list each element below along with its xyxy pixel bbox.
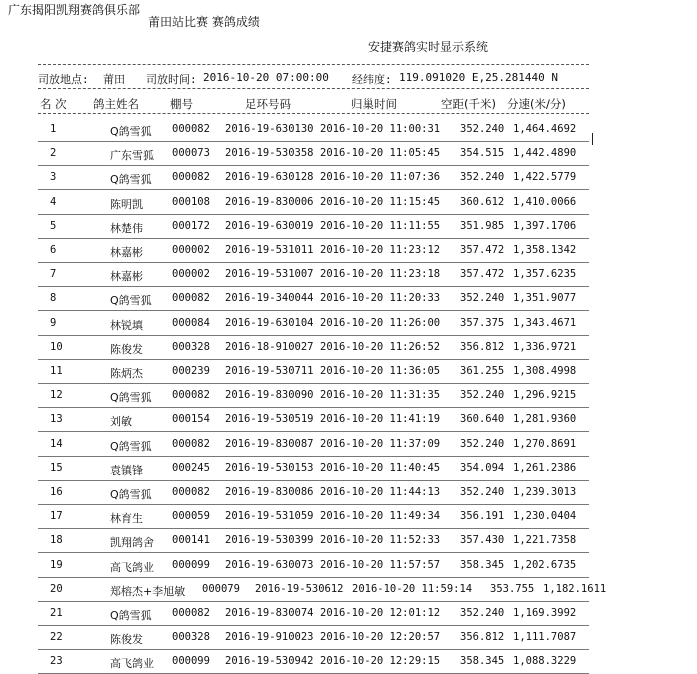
speed-cell: 1,281.9360	[513, 413, 577, 426]
col-header-distance: 空距(千米)	[441, 97, 496, 111]
return-time-cell: 2016-10-20 11:44:13	[320, 486, 441, 498]
divider-info	[38, 88, 589, 89]
shed-cell: 000328	[172, 631, 210, 644]
return-time-cell: 2016-10-20 11:23:12	[320, 244, 441, 256]
ring-cell: 2016-19-530711	[225, 365, 314, 377]
rank-cell: 12	[50, 389, 63, 402]
shed-cell: 000082	[172, 123, 210, 135]
rank-cell: 8	[50, 292, 57, 305]
race-title: 莆田站比赛 赛鸽成绩	[148, 15, 260, 29]
owner-cell: 广东雪狐	[110, 149, 154, 163]
row-divider	[38, 431, 589, 432]
owner-cell: 林锐填	[110, 318, 143, 332]
return-time-cell: 2016-10-20 12:01:12	[320, 607, 441, 619]
row-divider	[38, 262, 589, 263]
rank-cell: 17	[50, 510, 63, 523]
return-time-cell: 2016-10-20 12:29:15	[320, 655, 441, 668]
shed-cell: 000002	[172, 268, 210, 281]
owner-cell: Q鸽雪狐	[110, 125, 152, 138]
owner-cell: Q鸽雪狐	[110, 391, 152, 405]
location-label: 司放地点:	[38, 73, 89, 86]
ring-cell: 2016-19-630104	[225, 316, 314, 329]
ring-cell: 2016-19-530942	[225, 655, 314, 668]
return-time-cell: 2016-10-20 11:20:33	[320, 292, 441, 305]
ring-cell: 2016-19-530399	[225, 534, 314, 547]
rank-cell: 9	[50, 316, 57, 329]
distance-cell: 356.812	[460, 340, 505, 353]
distance-cell: 353.755	[490, 582, 535, 595]
rank-cell: 16	[50, 486, 63, 498]
owner-cell: 林嘉彬	[110, 246, 143, 259]
distance-cell: 354.094	[460, 461, 505, 474]
rank-cell: 1	[50, 123, 57, 135]
ring-cell: 2016-19-630073	[225, 558, 314, 571]
rank-cell: 18	[50, 534, 63, 547]
return-time-cell: 2016-10-20 11:52:33	[320, 534, 441, 547]
distance-cell: 360.612	[460, 195, 505, 208]
return-time-cell: 2016-10-20 11:49:34	[320, 510, 441, 523]
ring-cell: 2016-18-910027	[225, 340, 314, 353]
shed-cell: 000154	[172, 413, 210, 426]
owner-cell: 陈明凯	[110, 197, 143, 211]
rank-cell: 11	[50, 365, 63, 377]
ring-cell: 2016-19-530153	[225, 461, 314, 474]
ring-cell: 2016-19-340044	[225, 292, 314, 305]
shed-cell: 000073	[172, 147, 210, 160]
return-time-cell: 2016-10-20 11:40:45	[320, 461, 441, 474]
owner-cell: 高飞鸽业	[110, 657, 154, 671]
return-time-cell: 2016-10-20 11:15:45	[320, 195, 441, 208]
speed-cell: 1,343.4671	[513, 316, 577, 329]
club-name: 广东揭阳凯翔赛鸽俱乐部	[8, 3, 141, 17]
row-divider	[38, 383, 589, 384]
divider-top	[38, 64, 589, 65]
speed-cell: 1,202.6735	[513, 558, 577, 571]
rank-cell: 7	[50, 268, 57, 281]
speed-cell: 1,358.1342	[513, 244, 577, 256]
speed-cell: 1,397.1706	[513, 219, 577, 232]
owner-cell: 陈炳杰	[110, 367, 143, 380]
row-divider	[38, 528, 589, 529]
distance-cell: 352.240	[460, 389, 505, 402]
system-name: 安捷赛鸽实时显示系统	[368, 40, 489, 54]
shed-cell: 000328	[172, 340, 210, 353]
speed-cell: 1,464.4692	[513, 123, 577, 135]
distance-cell: 358.345	[460, 655, 505, 668]
rank-cell: 19	[50, 558, 63, 571]
shed-cell: 000059	[172, 510, 210, 523]
ring-cell: 2016-19-830086	[225, 486, 314, 498]
rank-cell: 2	[50, 147, 57, 160]
release-time-value: 2016-10-20 07:00:00	[203, 71, 329, 84]
shed-cell: 000239	[172, 365, 210, 377]
speed-cell: 1,221.7358	[513, 534, 577, 547]
speed-cell: 1,296.9215	[513, 389, 577, 402]
return-time-cell: 2016-10-20 11:36:05	[320, 365, 441, 377]
speed-cell: 1,442.4890	[513, 147, 577, 160]
return-time-cell: 2016-10-20 11:26:00	[320, 316, 441, 329]
distance-cell: 358.345	[460, 558, 505, 571]
row-divider	[38, 141, 589, 142]
ring-cell: 2016-19-910023	[225, 631, 314, 644]
shed-cell: 000082	[172, 389, 210, 402]
speed-cell: 1,111.7087	[513, 631, 577, 644]
row-divider	[38, 238, 589, 239]
distance-cell: 352.240	[460, 171, 505, 184]
divider-header	[38, 113, 589, 114]
return-time-cell: 2016-10-20 11:07:36	[320, 171, 441, 184]
shed-cell: 000079	[202, 582, 240, 595]
return-time-cell: 2016-10-20 11:26:52	[320, 340, 441, 353]
speed-cell: 1,088.3229	[513, 655, 577, 668]
return-time-cell: 2016-10-20 11:00:31	[320, 123, 441, 135]
shed-cell: 000108	[172, 195, 210, 208]
col-header-shed: 棚号	[170, 97, 193, 111]
owner-cell: 林嘉彬	[110, 270, 143, 284]
shed-cell: 000245	[172, 461, 210, 474]
distance-cell: 352.240	[460, 486, 505, 498]
return-time-cell: 2016-10-20 11:57:57	[320, 558, 441, 571]
distance-cell: 351.985	[460, 219, 505, 232]
owner-cell: 陈俊发	[110, 342, 143, 356]
owner-cell: 陈俊发	[110, 633, 143, 647]
row-divider	[38, 310, 589, 311]
speed-cell: 1,230.0404	[513, 510, 577, 523]
distance-cell: 361.255	[460, 365, 505, 377]
return-time-cell: 2016-10-20 11:23:18	[320, 268, 441, 281]
speed-cell: 1,422.5779	[513, 171, 577, 184]
coordinates-label: 经纬度:	[352, 73, 392, 86]
speed-cell: 1,239.3013	[513, 486, 577, 498]
distance-cell: 360.640	[460, 413, 505, 426]
col-header-owner: 鸽主姓名	[93, 97, 139, 111]
row-divider	[38, 552, 589, 553]
ring-cell: 2016-19-531011	[225, 244, 314, 256]
col-header-return-time: 归巢时间	[351, 97, 397, 111]
ring-cell: 2016-19-531059	[225, 510, 314, 523]
speed-cell: 1,357.6235	[513, 268, 577, 281]
distance-cell: 357.472	[460, 244, 505, 256]
row-divider	[38, 480, 589, 481]
rank-cell: 22	[50, 631, 63, 644]
distance-cell: 352.240	[460, 607, 505, 619]
shed-cell: 000082	[172, 292, 210, 305]
owner-cell: 林育生	[110, 512, 143, 526]
ring-cell: 2016-19-630019	[225, 219, 314, 232]
return-time-cell: 2016-10-20 11:11:55	[320, 219, 441, 232]
rank-cell: 4	[50, 195, 57, 208]
owner-cell: Q鸽雪狐	[110, 439, 152, 453]
rank-cell: 23	[50, 655, 63, 668]
distance-cell: 352.240	[460, 123, 505, 135]
speed-cell: 1,182.1611	[543, 582, 607, 595]
owner-cell: Q鸽雪狐	[110, 609, 152, 622]
return-time-cell: 2016-10-20 12:20:57	[320, 631, 441, 644]
shed-cell: 000082	[172, 607, 210, 619]
owner-cell: Q鸽雪狐	[110, 294, 152, 308]
release-time-label: 司放时间:	[146, 73, 197, 86]
speed-cell: 1,336.9721	[513, 340, 577, 353]
return-time-cell: 2016-10-20 11:05:45	[320, 147, 441, 160]
distance-cell: 354.515	[460, 147, 505, 160]
distance-cell: 357.375	[460, 316, 505, 329]
return-time-cell: 2016-10-20 11:37:09	[320, 437, 441, 450]
distance-cell: 357.472	[460, 268, 505, 281]
shed-cell: 000172	[172, 219, 210, 232]
row-divider	[38, 577, 589, 578]
row-divider	[38, 359, 589, 360]
return-time-cell: 2016-10-20 11:41:19	[320, 413, 441, 426]
rank-cell: 20	[50, 582, 63, 595]
ring-cell: 2016-19-531007	[225, 268, 314, 281]
return-time-cell: 2016-10-20 11:59:14	[352, 582, 473, 595]
owner-cell: 凯翔鸽舍	[110, 536, 154, 550]
return-time-cell: 2016-10-20 11:31:35	[320, 389, 441, 402]
location-value: 莆田	[103, 73, 125, 86]
speed-cell: 1,308.4998	[513, 365, 577, 377]
shed-cell: 000084	[172, 316, 210, 329]
distance-cell: 352.240	[460, 437, 505, 450]
ring-cell: 2016-19-830090	[225, 389, 314, 402]
speed-cell: 1,261.2386	[513, 461, 577, 474]
row-divider	[38, 286, 589, 287]
owner-cell: 高飞鸽业	[110, 560, 154, 574]
owner-cell: 林楚伟	[110, 221, 143, 235]
rank-cell: 21	[50, 607, 63, 619]
ring-cell: 2016-19-830074	[225, 607, 314, 619]
row-divider	[38, 625, 589, 626]
owner-cell: 郑榕杰+李旭敏	[110, 584, 186, 598]
ring-cell: 2016-19-530612	[255, 582, 344, 595]
shed-cell: 000002	[172, 244, 210, 256]
row-divider	[38, 504, 589, 505]
col-header-rank: 名 次	[40, 97, 67, 111]
row-divider	[38, 407, 589, 408]
owner-cell: 袁镇锋	[110, 463, 143, 477]
speed-cell: 1,270.8691	[513, 437, 577, 450]
rank-cell: 14	[50, 437, 63, 450]
row-divider	[38, 649, 589, 650]
speed-cell: 1,410.0066	[513, 195, 577, 208]
shed-cell: 000082	[172, 486, 210, 498]
row-divider	[38, 601, 589, 602]
row-divider	[38, 189, 589, 190]
owner-cell: 刘敏	[110, 415, 132, 429]
text-cursor	[592, 133, 593, 145]
shed-cell: 000099	[172, 558, 210, 571]
rank-cell: 3	[50, 171, 57, 184]
speed-cell: 1,351.9077	[513, 292, 577, 305]
ring-cell: 2016-19-530519	[225, 413, 314, 426]
shed-cell: 000099	[172, 655, 210, 668]
distance-cell: 356.812	[460, 631, 505, 644]
distance-cell: 352.240	[460, 292, 505, 305]
rank-cell: 6	[50, 244, 57, 256]
coordinates-value: 119.091020 E,25.281440 N	[399, 71, 558, 84]
ring-cell: 2016-19-530358	[225, 147, 314, 160]
ring-cell: 2016-19-630128	[225, 171, 314, 184]
owner-cell: Q鸽雪狐	[110, 173, 152, 187]
shed-cell: 000141	[172, 534, 210, 547]
shed-cell: 000082	[172, 437, 210, 450]
owner-cell: Q鸽雪狐	[110, 488, 152, 501]
rank-cell: 5	[50, 219, 57, 232]
rank-cell: 15	[50, 461, 63, 474]
ring-cell: 2016-19-830087	[225, 437, 314, 450]
row-divider	[38, 456, 589, 457]
col-header-speed: 分速(米/分)	[507, 97, 566, 111]
ring-cell: 2016-19-830006	[225, 195, 314, 208]
rank-cell: 10	[50, 340, 63, 353]
ring-cell: 2016-19-630130	[225, 123, 314, 135]
distance-cell: 357.430	[460, 534, 505, 547]
col-header-ring: 足环号码	[245, 97, 291, 111]
rank-cell: 13	[50, 413, 63, 426]
row-divider	[38, 335, 589, 336]
row-divider	[38, 214, 589, 215]
speed-cell: 1,169.3992	[513, 607, 577, 619]
shed-cell: 000082	[172, 171, 210, 184]
distance-cell: 356.191	[460, 510, 505, 523]
row-divider	[38, 165, 589, 166]
